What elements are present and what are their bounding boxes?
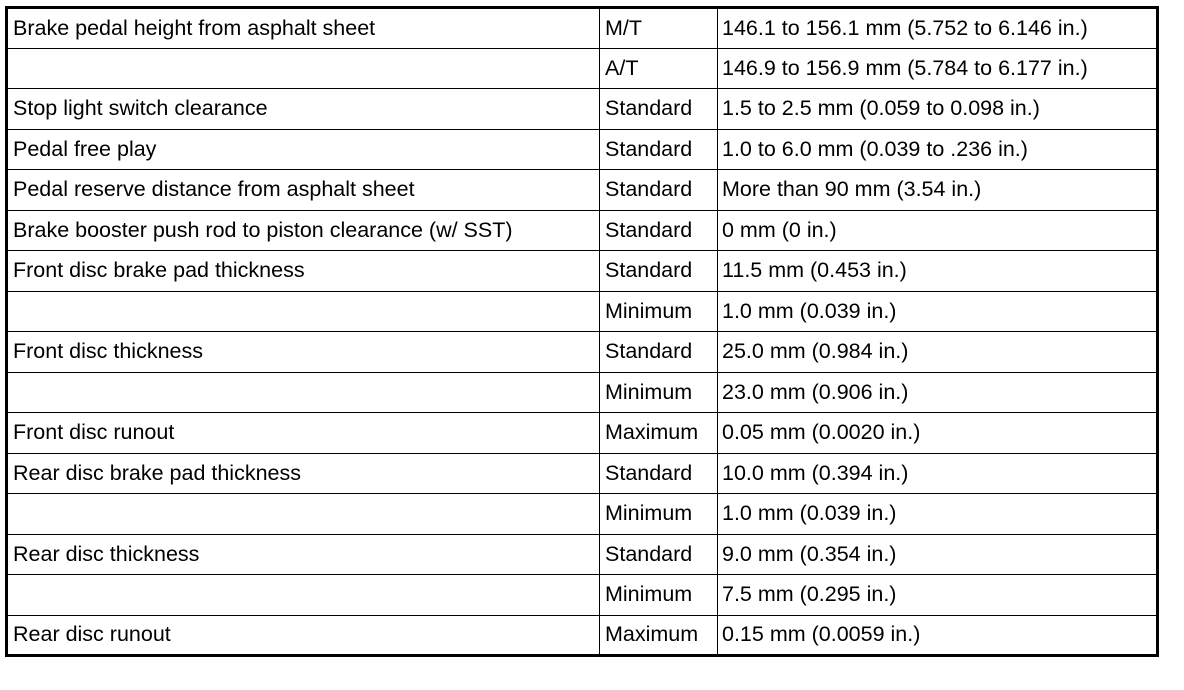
table-row (7, 291, 1158, 332)
spec-value-cell: 1.0 to 6.0 mm (0.039 to .236 in.) (718, 129, 1158, 170)
table-row (7, 615, 1158, 656)
spec-condition-cell: Standard (600, 89, 718, 130)
spec-item-cell: Pedal reserve distance from asphalt sheet (7, 170, 600, 211)
table-row (7, 170, 1158, 211)
spec-item-cell: Stop light switch clearance (7, 89, 600, 130)
specification-table (5, 6, 1159, 657)
spec-condition-cell: Standard (600, 534, 718, 575)
spec-item-cell: Brake pedal height from asphalt sheet (7, 8, 600, 49)
spec-item-cell: Front disc brake pad thickness (7, 251, 600, 292)
spec-value-cell: 0.15 mm (0.0059 in.) (718, 615, 1158, 656)
table-row (7, 8, 1158, 49)
spec-value-cell: More than 90 mm (3.54 in.) (718, 170, 1158, 211)
spec-condition-cell: A/T (600, 48, 718, 89)
spec-item-cell: Front disc runout (7, 413, 600, 454)
spec-condition-cell: Standard (600, 453, 718, 494)
spec-condition-cell: Minimum (600, 494, 718, 535)
spec-value-cell: 7.5 mm (0.295 in.) (718, 575, 1158, 616)
spec-condition-cell: Minimum (600, 575, 718, 616)
spec-value-cell: 25.0 mm (0.984 in.) (718, 332, 1158, 373)
spec-item-cell: Brake booster push rod to piston clearance (w/ SST) (7, 210, 600, 251)
spec-item-cell: Pedal free play (7, 129, 600, 170)
spec-value-cell: 0.05 mm (0.0020 in.) (718, 413, 1158, 454)
spec-item-cell: Rear disc thickness (7, 534, 600, 575)
table-row (7, 251, 1158, 292)
spec-value-cell: 10.0 mm (0.394 in.) (718, 453, 1158, 494)
spec-value-cell: 146.1 to 156.1 mm (5.752 to 6.146 in.) (718, 8, 1158, 49)
spec-item-cell (7, 575, 600, 616)
spec-item-cell (7, 372, 600, 413)
table-row (7, 332, 1158, 373)
table-row (7, 534, 1158, 575)
spec-value-cell: 11.5 mm (0.453 in.) (718, 251, 1158, 292)
table-row (7, 453, 1158, 494)
spec-condition-cell: Standard (600, 210, 718, 251)
table-row (7, 48, 1158, 89)
spec-value-cell: 23.0 mm (0.906 in.) (718, 372, 1158, 413)
spec-item-cell (7, 291, 600, 332)
table-row (7, 575, 1158, 616)
spec-condition-cell: Standard (600, 251, 718, 292)
spec-item-cell: Rear disc runout (7, 615, 600, 656)
spec-value-cell: 146.9 to 156.9 mm (5.784 to 6.177 in.) (718, 48, 1158, 89)
spec-value-cell: 1.0 mm (0.039 in.) (718, 494, 1158, 535)
table-row (7, 372, 1158, 413)
spec-condition-cell: Standard (600, 170, 718, 211)
spec-condition-cell: Maximum (600, 413, 718, 454)
spec-value-cell: 9.0 mm (0.354 in.) (718, 534, 1158, 575)
spec-value-cell: 1.5 to 2.5 mm (0.059 to 0.098 in.) (718, 89, 1158, 130)
spec-value-cell: 1.0 mm (0.039 in.) (718, 291, 1158, 332)
table-row (7, 210, 1158, 251)
spec-item-cell (7, 494, 600, 535)
spec-item-cell: Front disc thickness (7, 332, 600, 373)
spec-value-cell: 0 mm (0 in.) (718, 210, 1158, 251)
spec-condition-cell: M/T (600, 8, 718, 49)
spec-condition-cell: Maximum (600, 615, 718, 656)
spec-condition-cell: Standard (600, 332, 718, 373)
specification-table-body (7, 8, 1158, 656)
spec-item-cell (7, 48, 600, 89)
spec-condition-cell: Minimum (600, 372, 718, 413)
table-row (7, 89, 1158, 130)
spec-item-cell: Rear disc brake pad thickness (7, 453, 600, 494)
table-row (7, 494, 1158, 535)
table-row (7, 413, 1158, 454)
spec-condition-cell: Standard (600, 129, 718, 170)
table-row (7, 129, 1158, 170)
spec-condition-cell: Minimum (600, 291, 718, 332)
